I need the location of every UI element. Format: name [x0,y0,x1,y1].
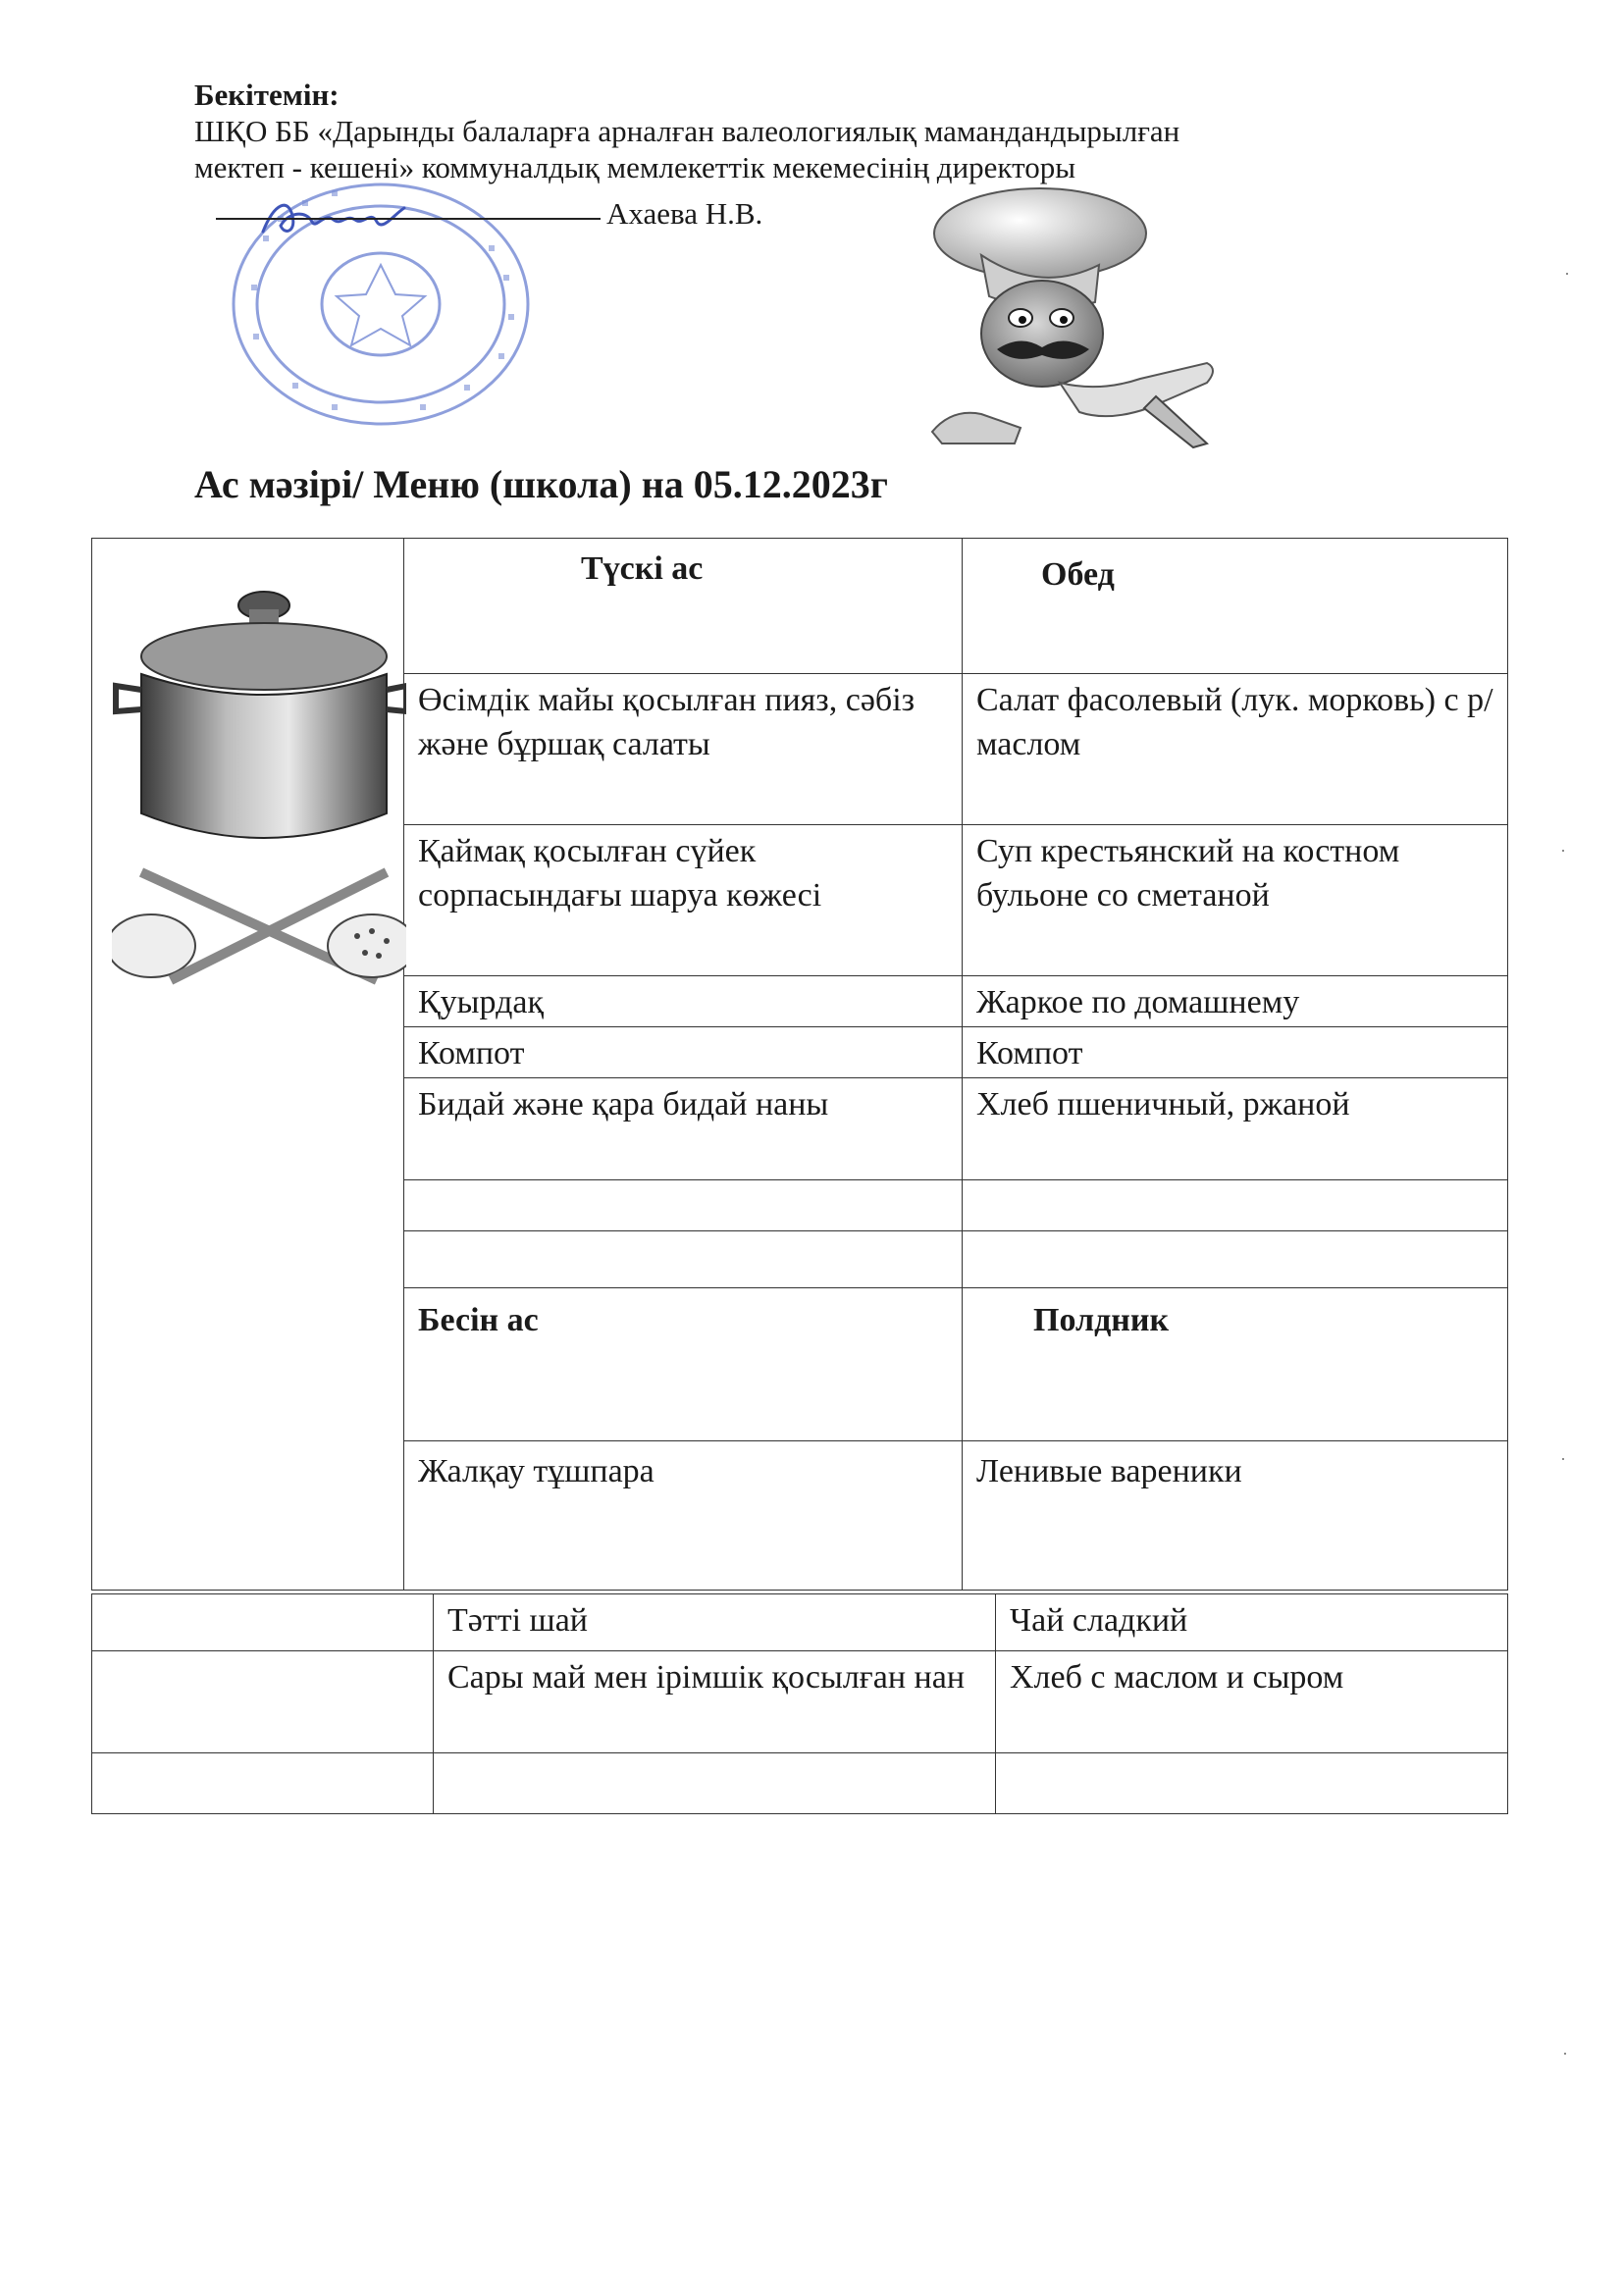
signature-icon [255,192,412,241]
dish-kz [434,1753,996,1814]
scan-speck [1564,2053,1566,2055]
dish-ru [963,1180,1508,1231]
pot-icon [112,588,406,1029]
scan-speck [1566,273,1568,275]
dish-kz: Бидай және қара бидай наны [404,1078,963,1180]
approval-line-2: мектеп - кешені» коммуналдық мемлекеттік мекемесінің директоры [194,150,1076,184]
dish-ru [996,1753,1508,1814]
dish-ru [963,1231,1508,1288]
dish-ru: Жаркое по домашнему [963,976,1508,1027]
empty-cell [92,1594,434,1651]
skimmer-icon [171,872,406,980]
dish-kz: Сары май мен ірімшік қосылған нан [434,1651,996,1753]
lunch-header-ru: Обед [963,539,1508,674]
lunch-header-row [92,539,1508,674]
snack-header-kz: Бесін ас [404,1288,963,1441]
empty-cell [92,1651,434,1753]
signature-line [216,218,601,220]
approval-heading: Бекітемін: [194,78,340,112]
menu-table [91,538,1508,1591]
scan-speck [1562,850,1564,852]
snack-header-ru: Полдник [963,1288,1508,1441]
dish-kz: Жалқау тұшпара [404,1441,963,1591]
approval-block [194,77,1179,185]
chef-icon [913,186,1227,451]
menu-table-bottom [91,1593,1508,1814]
dish-kz: Қаймақ қосылған сүйек сорпасындағы шаруа көжесі [404,825,963,976]
director-name: Ахаева Н.В. [606,196,763,231]
dish-kz: Қуырдақ [404,976,963,1027]
dish-ru: Чай сладкий [996,1594,1508,1651]
empty-cell [92,1753,434,1814]
lunch-header-kz: Түскі ас [404,539,963,674]
dish-ru: Салат фасолевый (лук. морковь) с р/маслом [963,674,1508,825]
dish-kz: Тәтті шай [434,1594,996,1651]
dish-ru: Ленивые вареники [963,1441,1508,1591]
table-row [92,1651,1508,1753]
scan-speck [1562,1458,1564,1460]
dish-kz [404,1180,963,1231]
cookware-cell [92,539,404,1591]
page-title: Ас мәзірі/ Меню (школа) на 05.12.2023г [194,462,888,506]
dish-ru: Хлеб с маслом и сыром [996,1651,1508,1753]
dish-kz [404,1231,963,1288]
dish-kz: Компот [404,1027,963,1078]
dish-ru: Хлеб пшеничный, ржаной [963,1078,1508,1180]
dish-kz: Өсімдік майы қосылған пияз, сәбіз және бұршақ салаты [404,674,963,825]
dish-ru: Суп крестьянский на костном бульоне со сметаной [963,825,1508,976]
table-row [92,1753,1508,1814]
dish-ru: Компот [963,1027,1508,1078]
approval-line-1: ШҚО ББ «Дарынды балаларға арналған валеологиялық мамандандырылған [194,114,1180,148]
table-row [92,1594,1508,1651]
